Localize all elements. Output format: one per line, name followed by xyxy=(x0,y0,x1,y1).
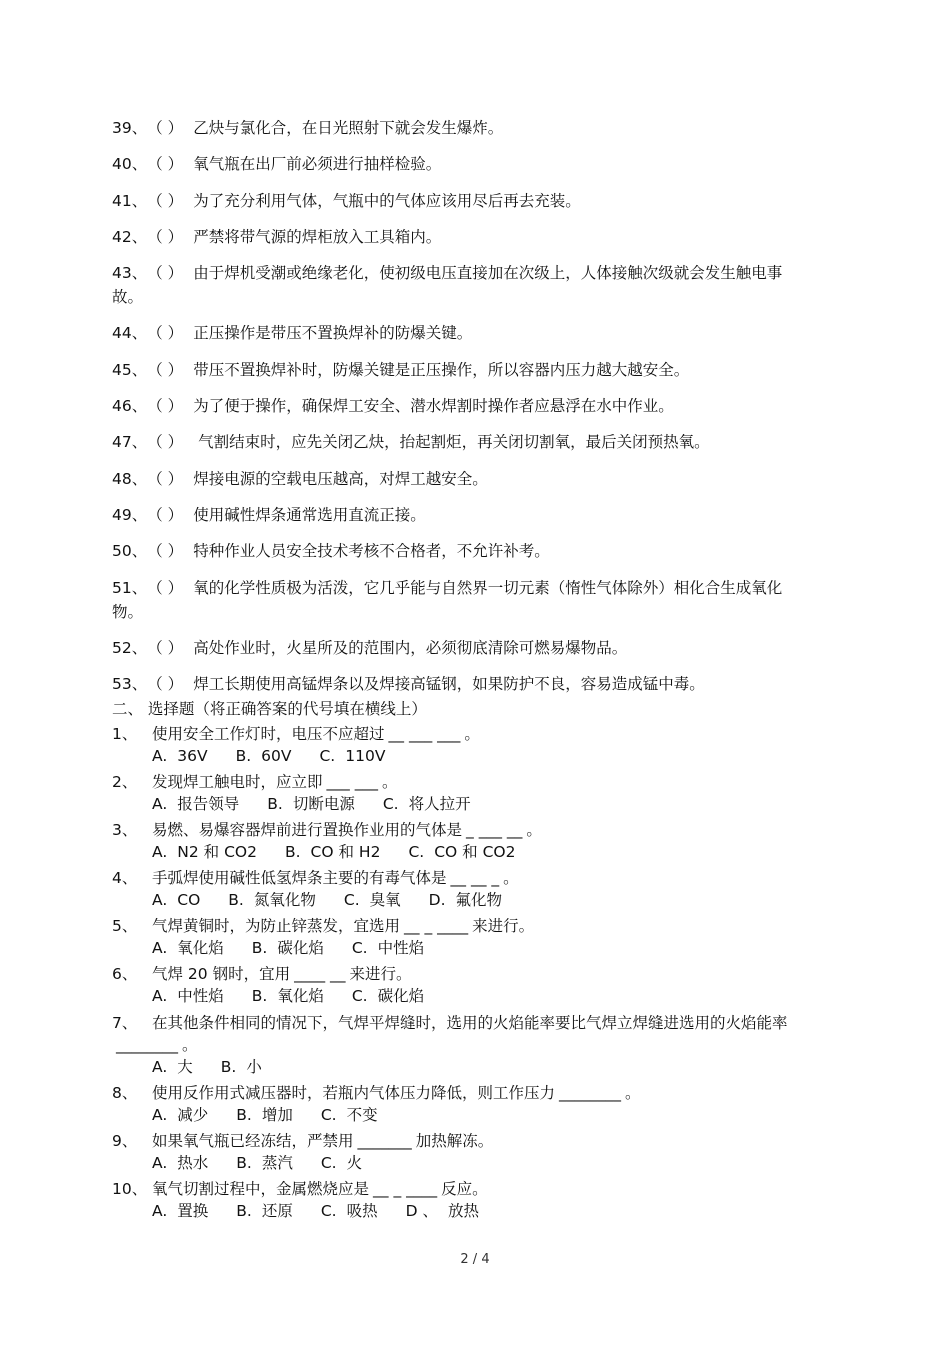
question-number: 4、 xyxy=(112,869,138,887)
option-text: CO 和 H2 xyxy=(310,843,381,861)
true-false-question xyxy=(112,394,812,418)
option xyxy=(152,841,257,864)
option xyxy=(321,1104,378,1127)
question-number: 9、 xyxy=(112,1132,138,1150)
question-number: 43、 xyxy=(112,264,148,283)
option-letter: B. xyxy=(236,1154,252,1172)
option-text: 110V xyxy=(345,747,386,765)
option-letter: C. xyxy=(320,1154,337,1172)
option-letter: C. xyxy=(320,1202,337,1220)
question-text: 焊接电源的空载电压越高，对焊工越安全。 xyxy=(193,469,488,488)
option xyxy=(236,1152,293,1175)
true-false-question xyxy=(112,576,812,624)
question-text: 气割结束时，应先关闭乙炔，抬起割炬，再关闭切割氧，最后关闭预热氧。 xyxy=(193,433,710,452)
option xyxy=(429,889,502,912)
option-letter: C. xyxy=(351,987,368,1005)
option xyxy=(352,937,424,960)
answer-parentheses: （ ） xyxy=(147,119,184,137)
answer-blank: __ _ ____ xyxy=(404,917,469,935)
option xyxy=(152,1152,208,1175)
answer-blank: ___ ___ xyxy=(326,773,378,791)
option xyxy=(319,745,385,768)
true-false-question xyxy=(112,358,812,382)
true-false-question xyxy=(112,152,812,176)
answer-parentheses: （ ） xyxy=(147,433,184,452)
option-text: 减少 xyxy=(177,1106,209,1124)
option-list xyxy=(112,889,812,912)
section-2-title: 二、 选择题（将正确答案的代号填在横线上） xyxy=(112,700,427,718)
option-letter: A. xyxy=(152,795,168,813)
question-text: 如果氧气瓶已经冻结，严禁用 xyxy=(152,1132,354,1150)
option-letter: A. xyxy=(152,1058,168,1076)
question-text: 气焊黄铜时，为防止锌蒸发，宜选用 xyxy=(152,917,401,935)
answer-parentheses: （ ） xyxy=(147,155,184,174)
option-text: 切断电源 xyxy=(292,795,355,813)
question-text: 为了便于操作，确保焊工安全、潜水焊割时操作者应悬浮在水中作业。 xyxy=(193,397,674,416)
option xyxy=(344,889,401,912)
answer-parentheses: （ ） xyxy=(147,469,184,488)
option-text: 火 xyxy=(346,1154,363,1172)
option-text: 碳化焰 xyxy=(377,987,425,1005)
option xyxy=(252,937,324,960)
option xyxy=(221,1056,262,1079)
question-text: 气焊 20 钢时，宜用 xyxy=(152,965,291,983)
true-false-question xyxy=(112,321,812,345)
choice-question xyxy=(112,1083,812,1104)
answer-blank: ____ __ xyxy=(294,965,346,983)
question-number: 1、 xyxy=(112,725,138,743)
option-text: 氧化焰 xyxy=(177,939,224,957)
question-text: 使用反作用式减压器时，若瓶内气体压力降低，则工作压力 xyxy=(152,1084,556,1102)
question-text: 正压操作是带压不置换焊补的防爆关键。 xyxy=(193,324,473,343)
option-letter: A. xyxy=(152,1202,168,1220)
option-text: 36V xyxy=(177,747,208,765)
option-text: 放热 xyxy=(448,1202,480,1220)
option xyxy=(408,841,515,864)
answer-parentheses: （ ） xyxy=(147,191,184,210)
option-text: 中性焰 xyxy=(177,987,224,1005)
question-text: 高处作业时，火星所及的范围内，必须彻底清除可燃易爆物品。 xyxy=(193,638,628,657)
option xyxy=(352,985,424,1008)
question-suffix: 加热解冻。 xyxy=(415,1132,494,1150)
option xyxy=(236,1104,293,1127)
question-suffix: 。 xyxy=(526,821,542,839)
option-letter: B. xyxy=(251,987,268,1005)
question-number: 51、 xyxy=(112,578,148,597)
true-false-question xyxy=(112,189,812,213)
option-text: 中性焰 xyxy=(377,939,425,957)
option xyxy=(321,1152,362,1175)
option-text: N2 和 CO2 xyxy=(177,843,257,861)
option-letter: C. xyxy=(408,843,425,861)
true-false-question xyxy=(112,116,812,140)
option-letter: B. xyxy=(220,1058,237,1076)
option xyxy=(321,1200,378,1223)
option xyxy=(152,889,200,912)
option-letter: C. xyxy=(343,891,360,909)
option xyxy=(383,793,471,816)
question-text: 易燃、易爆容器焊前进行置换作业用的气体是 xyxy=(152,821,463,839)
option-text: 小 xyxy=(246,1058,262,1076)
choice-question xyxy=(112,1131,812,1152)
question-suffix: 反应。 xyxy=(441,1180,488,1198)
option-list xyxy=(112,793,812,816)
answer-parentheses: （ ） xyxy=(147,578,184,597)
option xyxy=(152,937,224,960)
option-text: 不变 xyxy=(346,1106,378,1124)
option-text: 将人拉开 xyxy=(408,795,471,813)
option-text: CO 和 CO2 xyxy=(434,843,516,861)
choice-question xyxy=(112,772,812,793)
answer-parentheses: （ ） xyxy=(147,397,184,416)
option-letter: C. xyxy=(382,795,399,813)
option xyxy=(285,841,380,864)
option-letter: C. xyxy=(319,747,336,765)
question-suffix: 来进行。 xyxy=(472,917,535,935)
option-list xyxy=(112,841,812,864)
answer-parentheses: （ ） xyxy=(147,675,184,694)
question-text: 带压不置换焊补时，防爆关键是正压操作，所以容器内压力越大越安全。 xyxy=(193,360,690,379)
question-suffix: 。 xyxy=(381,773,398,791)
option-letter: B. xyxy=(236,1202,252,1220)
choice-question xyxy=(112,964,812,985)
option xyxy=(152,745,208,768)
option-letter: B. xyxy=(251,939,268,957)
question-number: 49、 xyxy=(112,505,148,524)
question-text: 乙炔与氯化合，在日光照射下就会发生爆炸。 xyxy=(193,119,504,137)
question-number: 8、 xyxy=(112,1084,138,1102)
option-letter: C. xyxy=(320,1106,337,1124)
question-text: 焊工长期使用高锰焊条以及焊接高锰钢，如果防护不良，容易造成锰中毒。 xyxy=(193,675,705,694)
true-false-question xyxy=(112,503,812,527)
option-letter: D. xyxy=(428,891,446,909)
answer-blank: __ _ ____ xyxy=(373,1180,438,1198)
option xyxy=(406,1200,479,1223)
option-list xyxy=(112,745,812,768)
choice-question xyxy=(112,868,812,889)
option-text: 臭氧 xyxy=(369,891,401,909)
question-number: 48、 xyxy=(112,469,148,488)
answer-blank: __ ___ ___ xyxy=(388,725,461,743)
question-text: 氧气瓶在出厂前必须进行抽样检验。 xyxy=(193,155,442,174)
question-number: 3、 xyxy=(112,821,138,839)
option-text: 氮氧化物 xyxy=(253,891,316,909)
choice-question xyxy=(112,1179,812,1200)
option xyxy=(152,1104,208,1127)
option-letter: A. xyxy=(152,939,168,957)
answer-parentheses: （ ） xyxy=(147,264,184,283)
option-letter: A. xyxy=(152,1106,168,1124)
option-text: 蒸汽 xyxy=(261,1154,293,1172)
option-text: 60V xyxy=(261,747,292,765)
answer-blank: _ ___ __ xyxy=(466,821,523,839)
option-list xyxy=(112,1056,812,1079)
answer-blank: _______ xyxy=(357,1132,412,1150)
page-number: 2 / 4 xyxy=(460,1252,490,1267)
option xyxy=(252,985,324,1008)
option xyxy=(228,889,316,912)
question-suffix: 。 xyxy=(182,1036,198,1054)
multiple-choice-list xyxy=(112,724,812,1223)
option-text: 吸热 xyxy=(346,1202,378,1220)
option-letter: A. xyxy=(152,987,168,1005)
question-text: 在其他条件相同的情况下，气焊平焊缝时，选用的火焰能率要比气焊立焊缝进选用的火焰能率 xyxy=(152,1014,788,1032)
option-text: 增加 xyxy=(261,1106,293,1124)
option-letter: B. xyxy=(236,1106,252,1124)
option xyxy=(152,793,239,816)
question-suffix: 。 xyxy=(625,1084,641,1102)
answer-parentheses: （ ） xyxy=(147,360,184,379)
option-list xyxy=(112,1200,812,1223)
answer-blank: __ __ _ xyxy=(450,869,500,887)
answer-parentheses: （ ） xyxy=(147,505,184,524)
option-list xyxy=(112,985,812,1008)
option xyxy=(152,1200,208,1223)
question-number: 7、 xyxy=(112,1014,138,1032)
question-text: 为了充分利用气体，气瓶中的气体应该用尽后再去充装。 xyxy=(193,191,581,210)
option-list xyxy=(112,937,812,960)
true-false-question xyxy=(112,430,812,454)
true-false-question xyxy=(112,636,812,660)
option-text: 还原 xyxy=(261,1202,293,1220)
question-text: 使用安全工作灯时，电压不应超过 xyxy=(152,725,385,743)
question-number: 10、 xyxy=(112,1180,148,1198)
option-text: 碳化焰 xyxy=(277,939,324,957)
question-suffix: 。 xyxy=(503,869,519,887)
answer-blank: ________ xyxy=(559,1084,622,1102)
question-text: 严禁将带气源的焊柜放入工具箱内。 xyxy=(193,227,442,246)
option-letter: B. xyxy=(235,747,252,765)
option-letter: D 、 xyxy=(405,1202,438,1220)
option-list xyxy=(112,1104,812,1127)
option-letter: A. xyxy=(152,1154,168,1172)
question-text: 使用碱性焊条通常选用直流正接。 xyxy=(193,505,426,524)
option-text: 热水 xyxy=(177,1154,209,1172)
choice-question xyxy=(112,916,812,937)
question-number: 46、 xyxy=(112,397,148,416)
question-number: 39、 xyxy=(112,119,148,137)
true-false-question xyxy=(112,467,812,491)
option xyxy=(236,1200,293,1223)
question-number: 41、 xyxy=(112,191,148,210)
question-number: 42、 xyxy=(112,227,148,246)
question-number: 45、 xyxy=(112,360,148,379)
question-text: 由于焊机受潮或绝缘老化，使初级电压直接加在次级上，人体接触次级就会发生触电事故。 xyxy=(112,264,783,307)
option-letter: A. xyxy=(152,843,168,861)
question-text: 发现焊工触电时，应立即 xyxy=(152,773,323,791)
true-false-question xyxy=(112,539,812,563)
true-false-question xyxy=(112,672,812,696)
question-text: 氧的化学性质极为活泼，它几乎能与自然界一切元素（惰性气体除外）相化合生成氧化物。 xyxy=(112,578,783,621)
option-letter: B. xyxy=(284,843,301,861)
option xyxy=(236,745,292,768)
option-text: 置换 xyxy=(177,1202,209,1220)
true-false-question xyxy=(112,261,812,309)
option-letter: A. xyxy=(152,891,168,909)
option-text: CO xyxy=(177,891,201,909)
question-suffix: 来进行。 xyxy=(349,965,412,983)
answer-parentheses: （ ） xyxy=(147,542,184,561)
option-letter: B. xyxy=(267,795,283,813)
question-number: 40、 xyxy=(112,155,148,174)
option-list xyxy=(112,1152,812,1175)
option xyxy=(152,985,224,1008)
question-text: 氧气切割过程中，金属燃烧应是 xyxy=(152,1180,370,1198)
choice-question xyxy=(112,724,812,745)
choice-question xyxy=(112,1012,812,1056)
answer-parentheses: （ ） xyxy=(147,324,184,343)
option-text: 报告领导 xyxy=(177,795,240,813)
question-number: 47、 xyxy=(112,433,148,452)
question-number: 52、 xyxy=(112,638,148,657)
option-text: 氧化焰 xyxy=(277,987,324,1005)
option xyxy=(267,793,355,816)
option-letter: A. xyxy=(152,747,168,765)
option xyxy=(152,1056,193,1079)
question-number: 5、 xyxy=(112,917,138,935)
true-false-list xyxy=(112,116,812,708)
question-number: 50、 xyxy=(112,542,148,561)
option-text: 氟化物 xyxy=(455,891,503,909)
question-number: 2、 xyxy=(112,773,138,791)
option-text: 大 xyxy=(177,1058,193,1076)
question-number: 44、 xyxy=(112,324,148,343)
choice-question xyxy=(112,820,812,841)
question-text: 手弧焊使用碱性低氢焊条主要的有毒气体是 xyxy=(152,869,447,887)
answer-blank: ________ xyxy=(116,1036,178,1054)
answer-parentheses: （ ） xyxy=(147,638,184,657)
question-number: 53、 xyxy=(112,675,148,694)
true-false-question xyxy=(112,225,812,249)
question-number: 6、 xyxy=(112,965,138,983)
question-text: 特种作业人员安全技术考核不合格者，不允许补考。 xyxy=(193,542,550,561)
option-letter: B. xyxy=(228,891,244,909)
question-suffix: 。 xyxy=(464,725,480,743)
answer-parentheses: （ ） xyxy=(147,227,184,246)
option-letter: C. xyxy=(351,939,368,957)
